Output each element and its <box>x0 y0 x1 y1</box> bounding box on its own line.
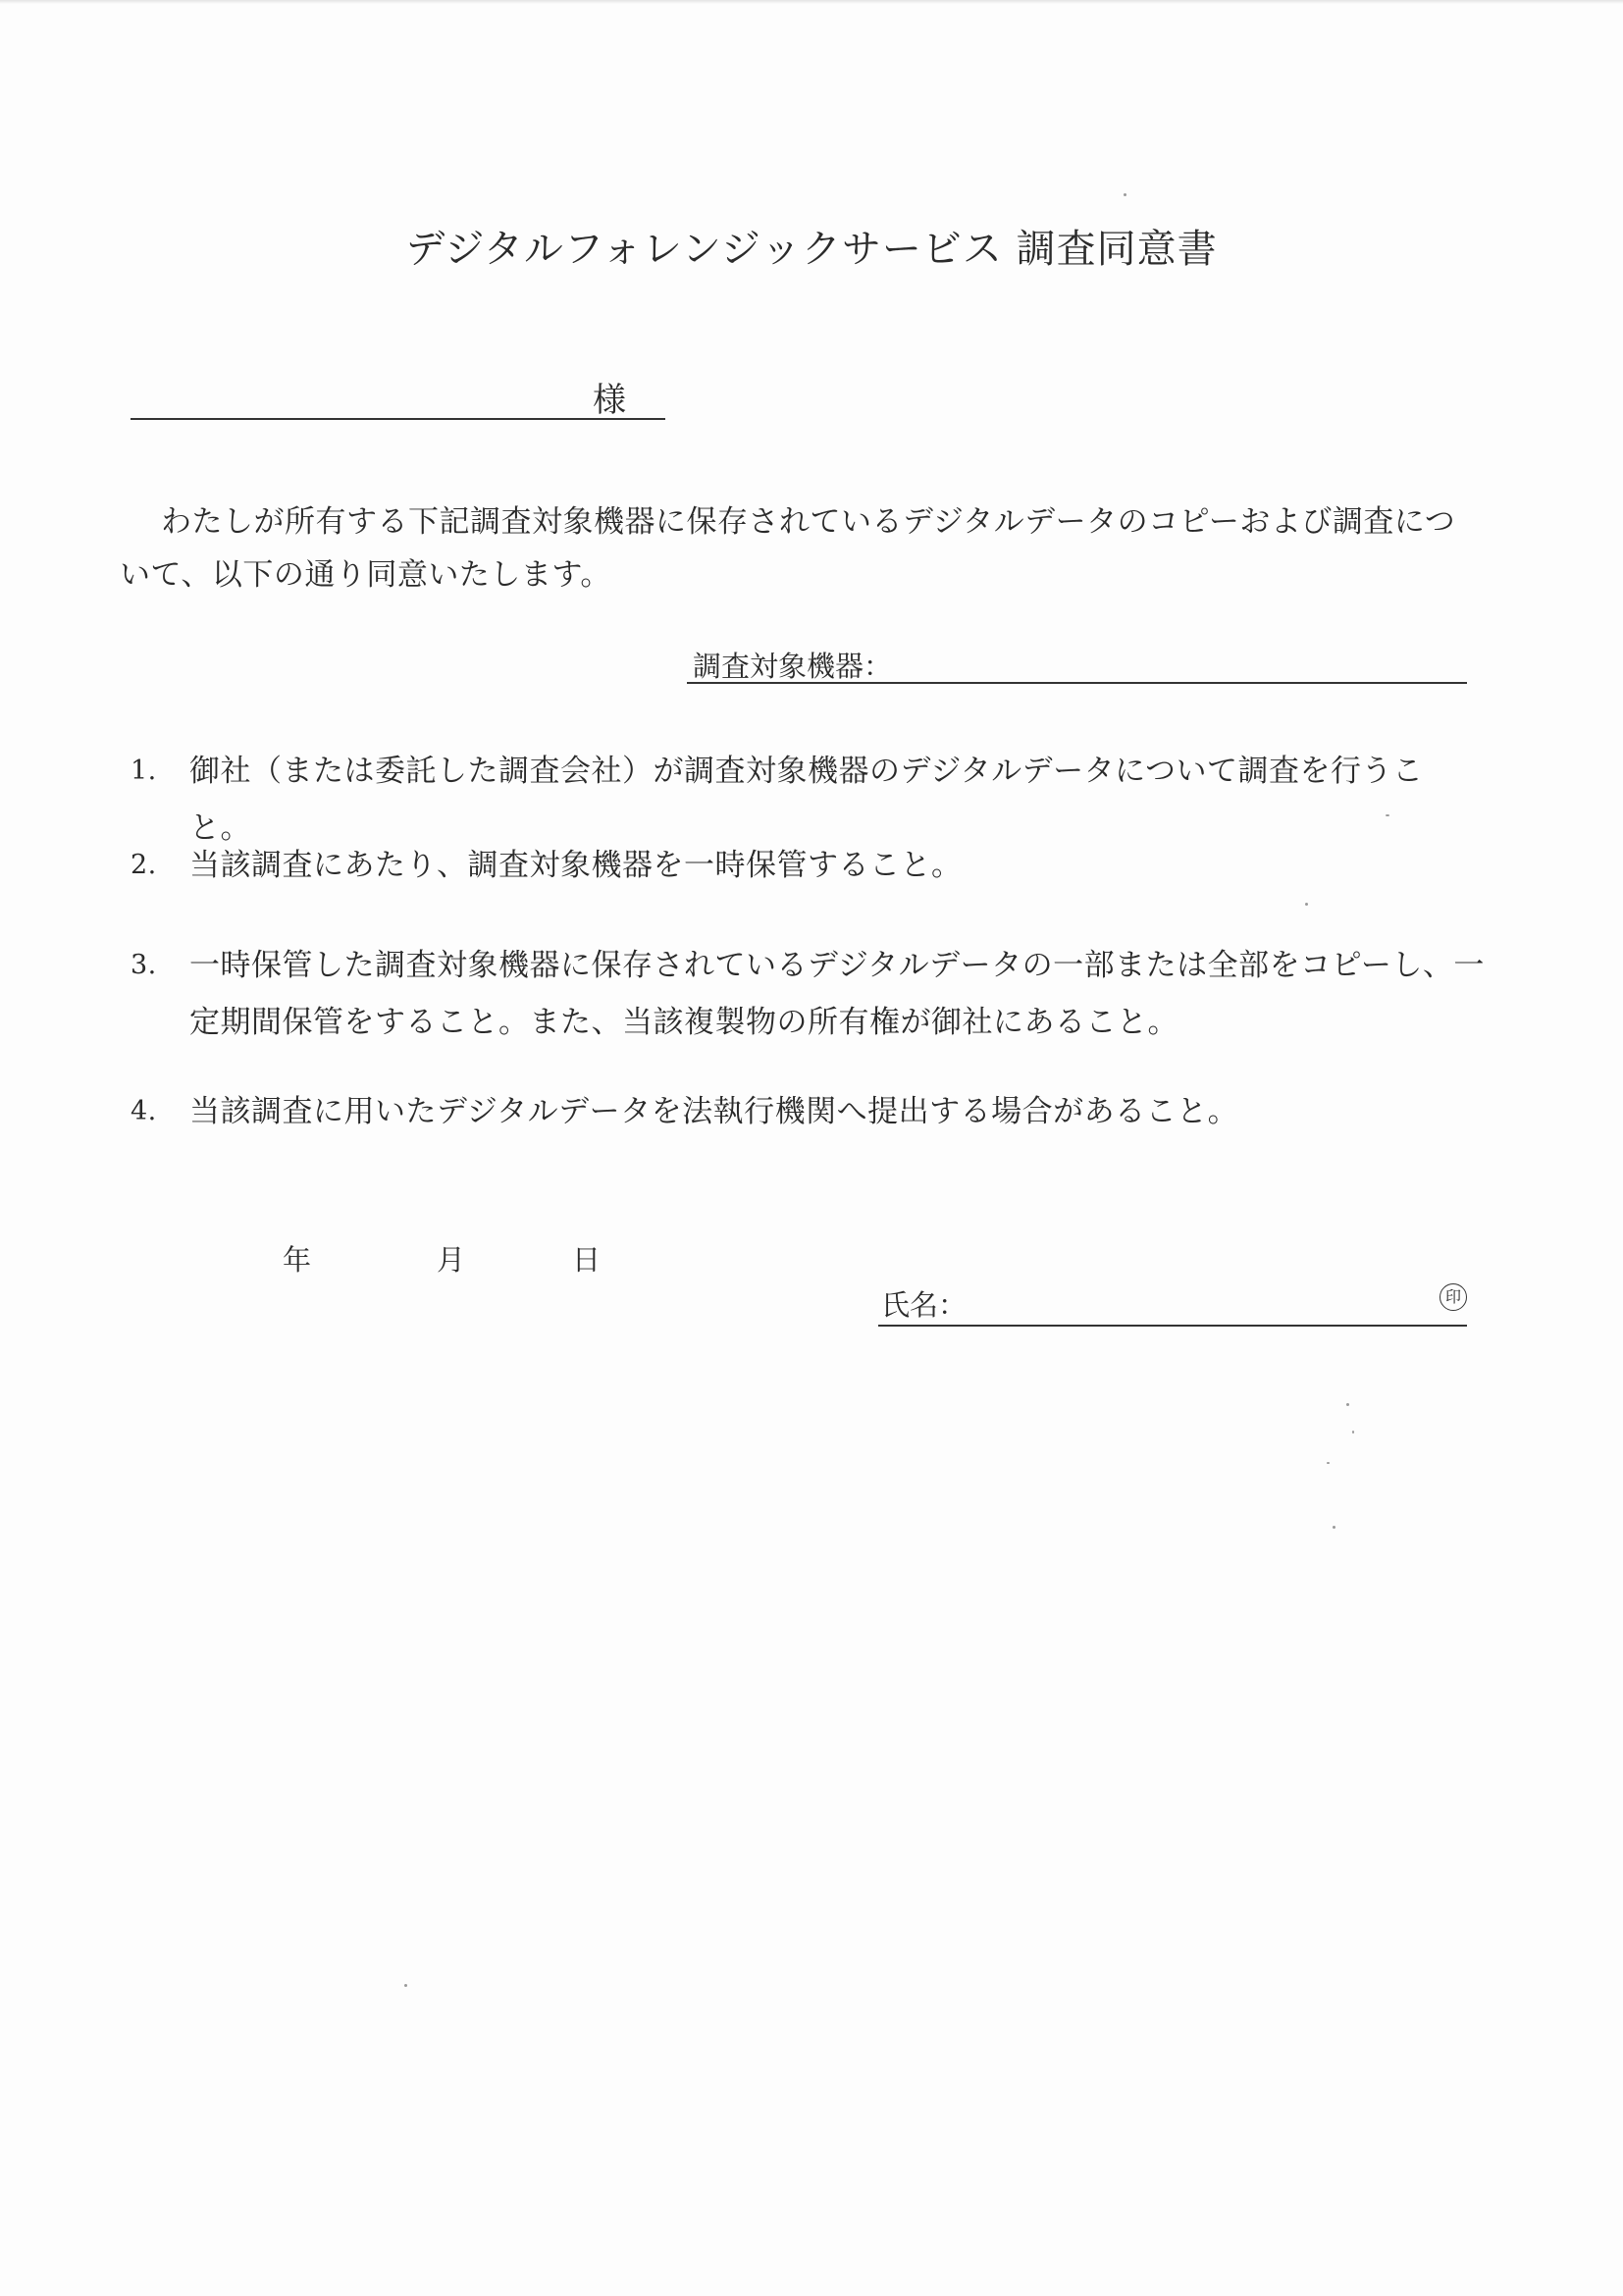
scan-speck <box>1305 903 1308 906</box>
item-text: 一時保管した調査対象機器に保存されているデジタルデータの一部または全部をコピーし、一定期間保管をすること。また、当該複製物の所有権が御社にあること。 <box>189 948 1485 1040</box>
item-text: 当該調査にあたり、調査対象機器を一時保管すること。 <box>189 848 963 883</box>
document-title: デジタルフォレンジックサービス 調査同意書 <box>405 227 1218 272</box>
item-number: 3. <box>131 950 157 980</box>
date-day-label: 日 <box>572 1243 602 1277</box>
item-number: 4. <box>131 1096 157 1126</box>
scan-speck <box>1386 814 1389 816</box>
scan-edge-shadow <box>0 0 1623 4</box>
consent-item-3 <box>131 937 1485 1051</box>
item-number: 2. <box>131 850 157 880</box>
scan-speck <box>1346 1403 1349 1406</box>
scan-speck <box>404 1984 407 1987</box>
target-device-line <box>687 645 1467 684</box>
scan-speck <box>1352 1431 1354 1434</box>
recipient-name-line <box>131 373 665 420</box>
scan-speck <box>1333 1526 1335 1529</box>
item-text: 当該調査に用いたデジタルデータを法執行機関へ提出する場合があること。 <box>189 1094 1239 1129</box>
signature-line <box>878 1283 1467 1327</box>
seal-mark-icon: 印 <box>1440 1283 1467 1311</box>
intro-paragraph: わたしが所有する下記調査対象機器に保存されているデジタルデータのコピーおよび調査について、以下の通り同意いたします。 <box>120 504 1456 593</box>
item-text: 御社（または委託した調査会社）が調査対象機器のデジタルデータについて調査を行うこと。 <box>189 754 1424 846</box>
scan-speck <box>1327 1462 1330 1464</box>
signature-label: 氏名： <box>881 1288 968 1322</box>
scan-speck <box>1124 193 1126 196</box>
consent-item-4 <box>131 1083 1485 1140</box>
recipient-honorific: 様 <box>593 381 626 420</box>
consent-item-2 <box>131 837 1485 894</box>
target-device-label: 調査対象機器： <box>693 650 893 683</box>
item-number: 1. <box>131 756 157 786</box>
date-year-label: 年 <box>283 1243 312 1277</box>
date-month-label: 月 <box>437 1243 466 1277</box>
